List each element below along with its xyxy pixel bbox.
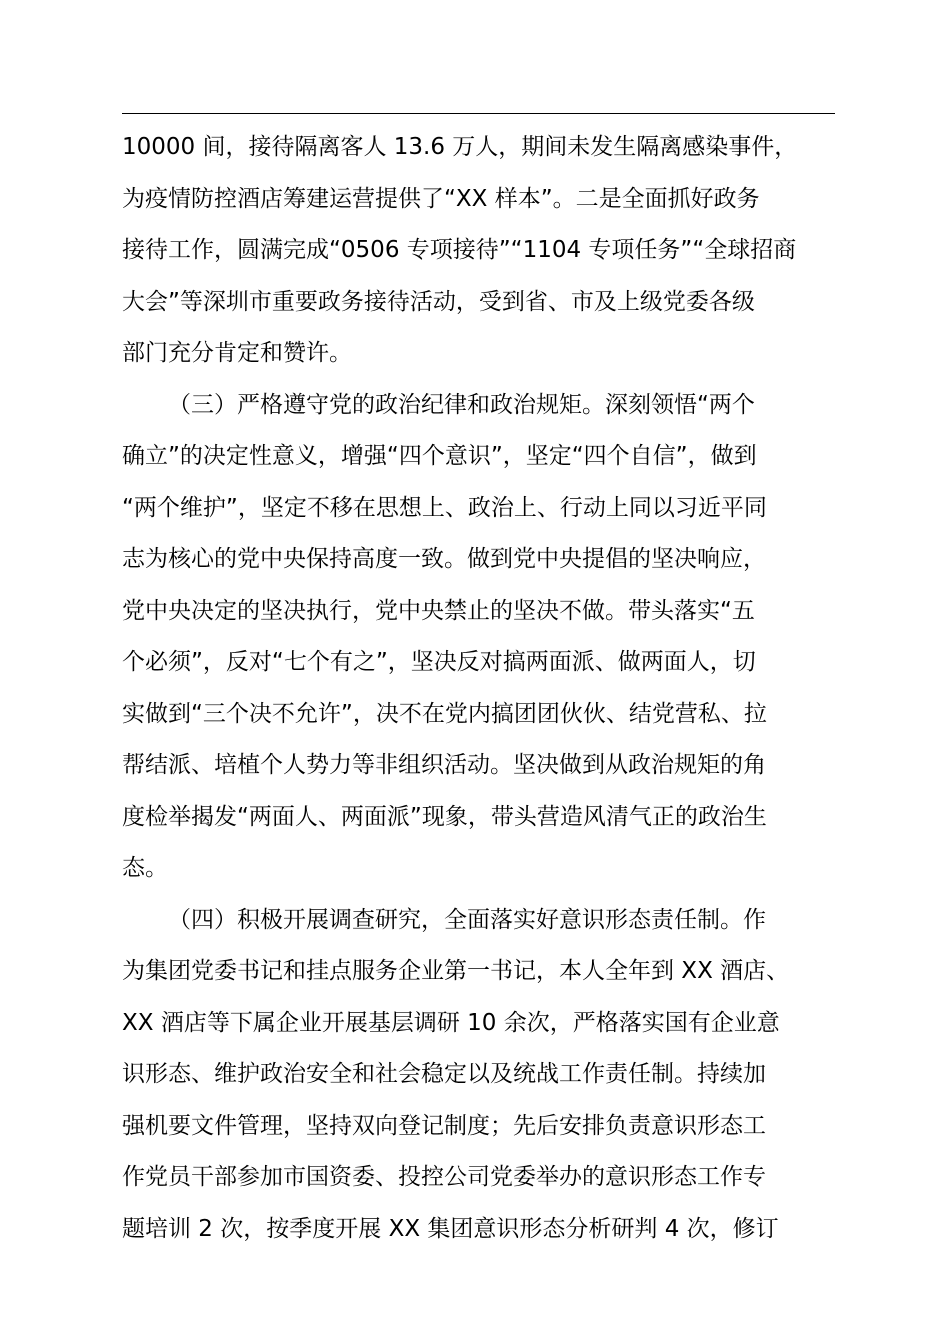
text-line: 党中央决定的坚决执行，党中央禁止的坚决不做。带头落实“五 [122, 597, 755, 624]
text-line: 大会”等深圳市重要政务接待活动，受到省、市及上级党委各级 [122, 288, 755, 315]
document-body [122, 122, 837, 1255]
header-rule [122, 113, 835, 114]
text-line: 题培训 2 次，按季度开展 XX 集团意识形态分析研判 4 次，修订 [122, 1215, 779, 1242]
paragraph-heading-4: （四）积极开展调查研究，全面落实好意识形态责任制。作 [168, 906, 766, 933]
text-line: 帮结派、培植个人势力等非组织活动。坚决做到从政治规矩的角 [122, 752, 766, 778]
text-line: “两个维护”，坚定不移在思想上、政治上、行动上同以习近平同 [122, 494, 767, 521]
text-line: 为集团党委书记和挂点服务企业第一书记，本人全年到 XX 酒店、 [122, 958, 790, 984]
text-line: 接待工作，圆满完成“0506 专项接待”“1104 专项任务”“全球招商 [122, 237, 797, 263]
text-line: 部门充分肯定和赞许。 [122, 340, 352, 366]
text-line: 识形态、维护政治安全和社会稳定以及统战工作责任制。持续加 [122, 1061, 766, 1087]
text-line: 态。 [122, 855, 168, 881]
text-line: XX 酒店等下属企业开展基层调研 10 余次，严格落实国有企业意 [122, 1009, 780, 1036]
text-line: 强机要文件管理，坚持双向登记制度；先后安排负责意识形态工 [122, 1112, 766, 1139]
text-line: 个必须”，反对“七个有之”，坚决反对搞两面派、做两面人，切 [122, 649, 756, 675]
text-line: 志为核心的党中央保持高度一致。做到党中央提倡的坚决响应， [122, 546, 766, 572]
text-line: 确立”的决定性意义，增强“四个意识”，坚定“四个自信”，做到 [122, 443, 757, 469]
text-line: 为疫情防控酒店筹建运营提供了“XX 样本”。二是全面抓好政务 [122, 185, 760, 212]
text-line: 度检举揭发“两面人、两面派”现象，带头营造风清气正的政治生 [122, 803, 767, 830]
text-line: 作党员干部参加市国资委、投控公司党委举办的意识形态工作专 [122, 1164, 766, 1190]
text-line: 实做到“三个决不允许”，决不在党内搞团团伙伙、结党营私、拉 [122, 700, 767, 727]
paragraph-heading-3: （三）严格遵守党的政治纪律和政治规矩。深刻领悟“两个 [168, 391, 755, 418]
text-line: 10000 间，接待隔离客人 13.6 万人，期间未发生隔离感染事件， [122, 134, 798, 160]
